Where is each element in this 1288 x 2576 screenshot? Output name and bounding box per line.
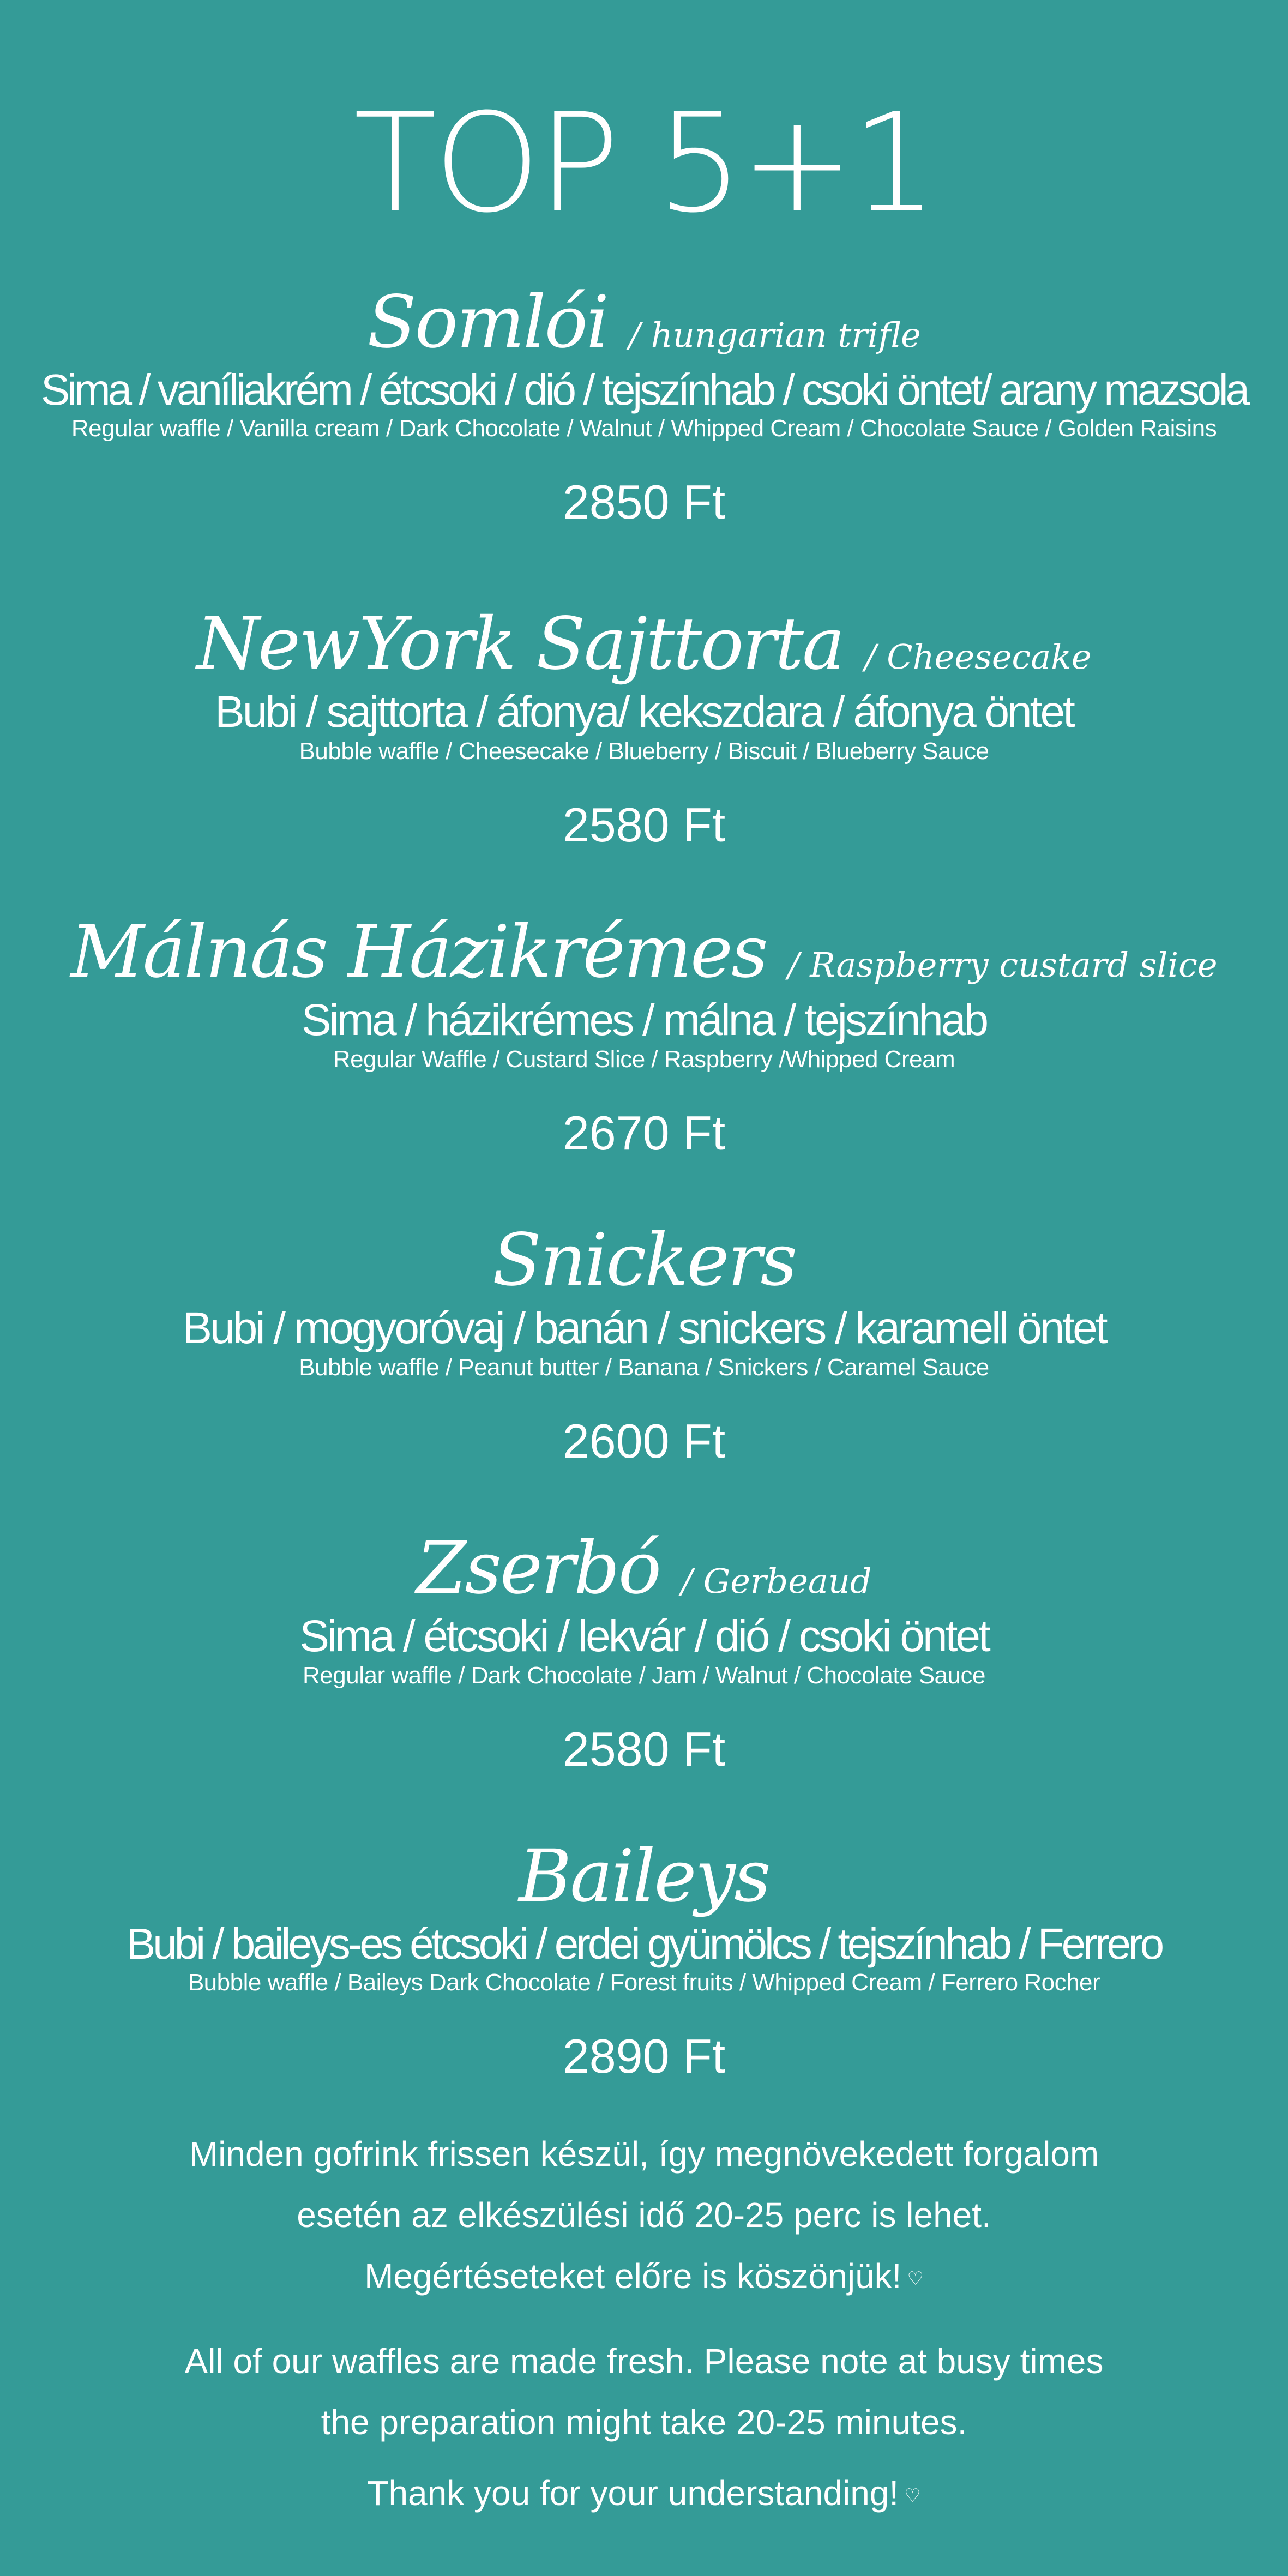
item-name: Snickers bbox=[492, 1218, 796, 1302]
menu-item bbox=[0, 910, 1288, 1160]
item-name: NewYork Sajttorta bbox=[196, 602, 844, 686]
item-price: 2580 Ft bbox=[562, 798, 726, 852]
item-name: Baileys bbox=[519, 1834, 769, 1918]
item-ingredients: Bubi / baileys-es étcsoki / erdei gyümölcs / tejszínhab / Ferrero bbox=[126, 1919, 1162, 1968]
menu-item bbox=[0, 1834, 1288, 2084]
item-english: Regular waffle / Dark Chocolate / Jam / Walnut / Chocolate Sauce bbox=[303, 1662, 985, 1689]
heart-icon: ♡ bbox=[904, 2485, 921, 2507]
item-ingredients: Sima / vaníliakrém / étcsoki / dió / tejszínhab / csoki öntet/ arany mazsola bbox=[40, 365, 1248, 414]
notice-en-line: the preparation might take 20-25 minutes. bbox=[321, 2403, 967, 2442]
notice-hu-thanks bbox=[0, 2256, 1288, 2296]
heart-icon: ♡ bbox=[907, 2268, 924, 2290]
notice-hu-line: esetén az elkészülési idő 20-25 perc is lehet. bbox=[297, 2195, 991, 2235]
item-english: Regular waffle / Vanilla cream / Dark Chocolate / Walnut / Whipped Cream / Chocolate Sauce / Golden Raisins bbox=[71, 415, 1217, 442]
item-ingredients: Sima / étcsoki / lekvár / dió / csoki öntet bbox=[299, 1611, 989, 1661]
menu-item bbox=[0, 1218, 1288, 1468]
notice-hu-thanks-text: Megértéseteket előre is köszönjük! bbox=[364, 2256, 902, 2296]
item-subtitle: / Gerbeaud bbox=[681, 1561, 872, 1601]
notice-en-thanks-text: Thank you for your understanding! bbox=[367, 2473, 899, 2513]
menu-item bbox=[0, 602, 1288, 852]
item-price: 2850 Ft bbox=[562, 475, 726, 529]
item-ingredients: Bubi / mogyoróvaj / banán / snickers / karamell öntet bbox=[182, 1303, 1106, 1353]
item-subtitle: / Cheesecake bbox=[864, 637, 1092, 677]
item-ingredients: Bubi / sajttorta / áfonya/ kekszdara / áfonya öntet bbox=[215, 687, 1073, 737]
item-name: Zserbó bbox=[416, 1526, 660, 1610]
menu-item bbox=[0, 1526, 1288, 1777]
item-name: Málnás Házikrémes bbox=[70, 910, 767, 994]
item-ingredients: Sima / házikrémes / málna / tejszínhab bbox=[301, 995, 987, 1045]
item-price: 2670 Ft bbox=[562, 1106, 726, 1160]
item-price: 2600 Ft bbox=[562, 1414, 726, 1468]
notice-en-line: All of our waffles are made fresh. Please note at busy times bbox=[184, 2342, 1104, 2381]
item-english: Regular Waffle / Custard Slice / Raspberry /Whipped Cream bbox=[333, 1046, 955, 1073]
item-price: 2580 Ft bbox=[562, 1722, 726, 1777]
notice-hu-line: Minden gofrink frissen készül, így megnövekedett forgalom bbox=[189, 2134, 1099, 2174]
item-price: 2890 Ft bbox=[562, 2029, 726, 2084]
notice-en-thanks bbox=[0, 2473, 1288, 2513]
item-subtitle: / Raspberry custard slice bbox=[787, 945, 1218, 985]
item-english: Bubble waffle / Peanut butter / Banana / Snickers / Caramel Sauce bbox=[299, 1354, 989, 1381]
menu-item bbox=[0, 280, 1288, 529]
item-english: Bubble waffle / Baileys Dark Chocolate / Forest fruits / Whipped Cream / Ferrero Rocher bbox=[188, 1969, 1100, 1996]
item-name: Somlói bbox=[367, 280, 608, 364]
item-english: Bubble waffle / Cheesecake / Blueberry / Biscuit / Blueberry Sauce bbox=[299, 738, 989, 765]
menu-title: TOP 5+1 bbox=[353, 84, 935, 243]
item-subtitle: / hungarian trifle bbox=[629, 315, 921, 355]
